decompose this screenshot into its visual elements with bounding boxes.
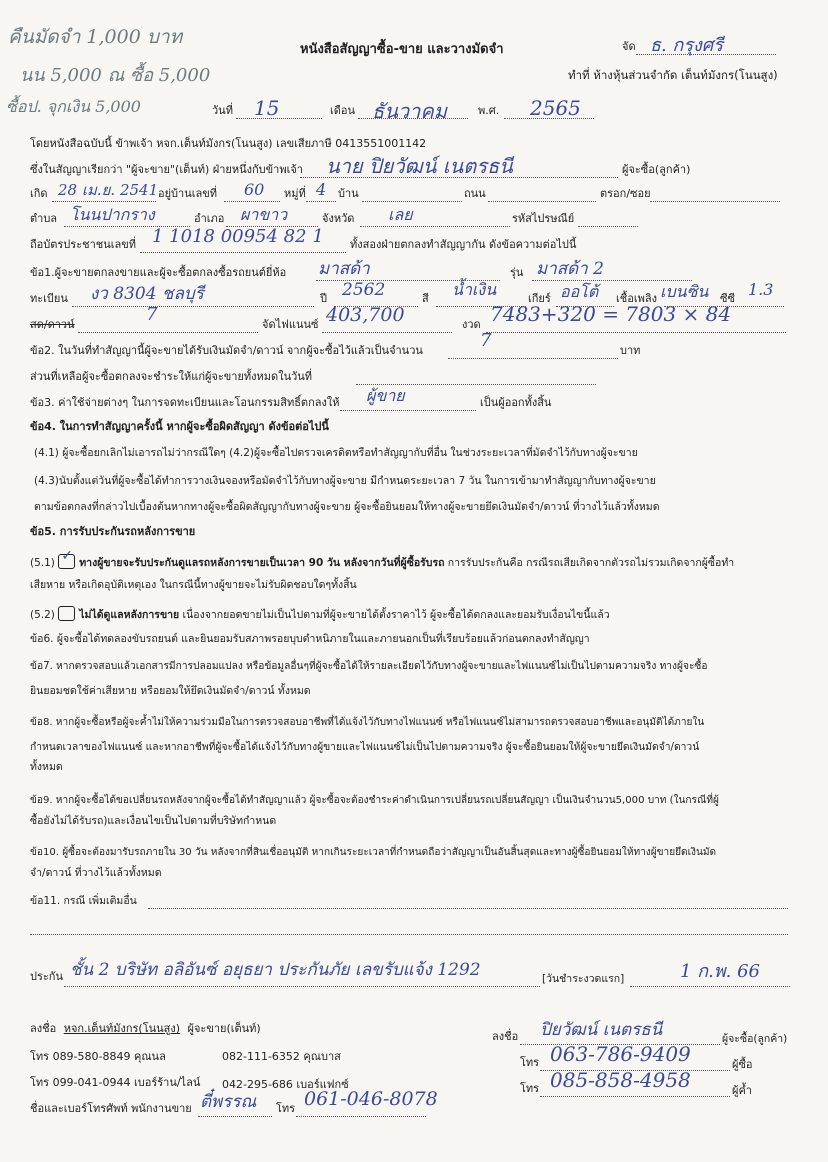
postal-label: รหัสไปรษณีย์ (512, 212, 575, 225)
clause2-line2: ส่วนที่เหลือผู้จะซื้อตกลงจะชำระให้แก่ผู้จะขายทั้งหมดในวันที่ (30, 370, 313, 383)
clause5-p1 (30, 548, 735, 570)
reg-label: ทะเบียน (30, 292, 68, 305)
house-value: 60 (244, 180, 265, 199)
moo-value: 4 (316, 180, 327, 199)
id-label: ถือบัตรประชาชนเลขที่ (30, 238, 136, 251)
at-label: จัด (622, 40, 636, 53)
seller-sign-block (30, 1022, 261, 1036)
year-value: 2565 (530, 96, 581, 120)
seller-tel2b: 042-295-686 เบอร์แฟกซ์ (222, 1078, 349, 1091)
year-model-value: 2562 (342, 280, 386, 300)
clause5-p1-num: (5.1) (30, 557, 55, 569)
clause10-a: ข้อ10. ผู้ซื้อจะต้องมารับรถภายใน 30 วัน หลังจากที่สินเชื่ออนุมัติ หากเกินระยะเวลาที่กำหนดถือว่าสัญญาเป็นอันสิ้นสุดและทางผู้ซื้อยินยอมให้ทางผู้ขายยึดเงินมัด (30, 847, 717, 858)
gear-value: ออโต้ (560, 282, 599, 301)
buyer-tel2-label: โทร (520, 1082, 540, 1095)
color-value: น้ำเงิน (452, 280, 497, 299)
clause2-unit: บาท (620, 344, 641, 357)
cc-label: ซีซี (720, 292, 735, 305)
clause6: ข้อ6. ผู้จะซื้อได้ทดลองขับรถยนต์ และยินยอมรับสภาพรอยบุบตำหนิภายในและภายนอกเป็นที่เรียบร้อยแล้วก่อนตกลงทำสัญญา (30, 633, 590, 645)
year-model-label: ปี (320, 292, 327, 305)
clause1-brand: มาสด้า (318, 259, 370, 279)
color-label: สี (422, 292, 429, 305)
staff-name: ตี๋พรรณ (200, 1092, 257, 1112)
clause7-a: ข้อ7. หากตรวจสอบแล้วเอกสารมีการปลอมแปลง หรือข้อมูลอื่นๆที่ผู้จะซื้อได้ให้รายละเอียดไว้กับทางผู้จะขายและไฟแนนซ์ไม่เป็นไปตามความจริง ทางผู้จะซื้อ (30, 661, 708, 672)
clause8-b: กำหนดเวลาของไฟแนนซ์ และหากอาชีพที่ผู้จะซื้อได้แจ้งไว้กับทางผู้ขายและไฟแนนซ์ไม่เป็นไปตามความจริง ผู้จะซื้อยินยอมให้ผู้จะขายยึดเงินมัดจำ/ดาวน์ (30, 741, 700, 753)
clause5-p2-rest: เนื่องจากยอดขายไม่เป็นไปตามที่ผู้จะขายได้ตั้งราคาไว้ ผู้จะซื้อได้ตกลงและยอมรับเงื่อนไขนี้แล้ว (179, 609, 610, 621)
staff-tel: 061-046-8078 (304, 1088, 438, 1110)
intro-line2: ซึ่งในสัญญาเรียกว่า "ผู้จะขาย"(เต็นท์) ฝ่ายหนึ่งกับข้าพเจ้า (30, 163, 303, 176)
installment-value: 7483+320 = 7803 × 84 (490, 302, 732, 326)
model-label: รุ่น (510, 266, 524, 279)
contract-place: ทำที่ ห้างหุ้นส่วนจำกัด เต็นท์มังกร(โนนสูง) (568, 68, 778, 82)
clause10-b: จำ/ดาวน์ ที่วางไว้แล้วทั้งหมด (30, 867, 162, 879)
year-label: พ.ศ. (478, 104, 500, 117)
finance-value: 403,700 (326, 304, 405, 326)
month-label: เดือน (330, 104, 356, 117)
seller-tel2: โทร 099-041-0944 เบอร์ร้าน/ไลน์ (30, 1076, 201, 1089)
model-value: มาสด้า 2 (536, 259, 604, 279)
insurance-label: ประกัน (30, 970, 63, 983)
clause3-party: ผู้ขาย (366, 386, 405, 405)
tambon-label: ตำบล (30, 212, 58, 225)
date-value: 15 (254, 96, 280, 120)
tambon-value: โนนปากราง (70, 205, 155, 224)
clause5-p2 (30, 606, 610, 622)
province-value: เลย (388, 205, 413, 224)
clause7-b: ยินยอมชดใช้ค่าเสียหาย หรือยอมให้ยึดเงินมัดจำ/ดาวน์ ทั้งหมด (30, 685, 311, 697)
clause4-p1: (4.1) ผู้จะซื้อยกเลิกไม่เอารถไม่ว่ากรณีใดๆ (4.2)ผู้จะซื้อไปตรวจเครดิตหรือทำสัญญากับที่อื่น ในช่วงระยะเวลาที่มัดจำไว้กับทางผู้จะขาย (34, 447, 638, 459)
staff-tel-label: โทร (276, 1102, 296, 1115)
seller-sign-label: ลงชื่อ (30, 1022, 57, 1035)
buyer-signature: ปิยวัฒน์ เนตรธนี (540, 1020, 663, 1040)
at-value: ธ. กรุงศรี (650, 35, 723, 56)
id-post-text: ทั้งสองฝ่ายตกลงทำสัญญากัน ดังข้อความต่อไปนี้ (350, 238, 577, 251)
corner-note-extra: ซื้อป. จุกเงิน 5,000 (6, 97, 141, 116)
alley-label: ตรอก/ซอย (600, 187, 651, 200)
clause5-p1-rest: การรับประกันคือ กรณีรถเสียเกิดจากตัวรถไม่รวมเกิดจากผู้ซื้อทำ (444, 557, 735, 569)
clause8-a: ข้อ8. หากผู้จะซื้อหรือผู้จะค้ำไม่ให้ความร่วมมือในการตรวจสอบอาชีพที่ได้แจ้งไว้กับทางไฟแนนซ์ หรือไฟแนนซ์ไม่สามารถตรวจสอบอาชีพและอนุมัติได้ภายใน (30, 717, 705, 728)
date-label: วันที่ (212, 104, 233, 117)
road-label: ถนน (464, 187, 486, 200)
clause2-line1: ข้อ2. ในวันที่ทำสัญญานี้ผู้จะขายได้รับเงินมัดจำ/ดาวน์ จากผู้จะซื้อไว้แล้วเป็นจำนวน (30, 344, 423, 357)
clause3-post: เป็นผู้ออกทั้งสิ้น (480, 396, 552, 409)
staff-label: ชื่อและเบอร์โทรศัพท์ พนักงานขาย (30, 1102, 192, 1115)
contract-title: หนังสือสัญญาซื้อ-ขาย และวางมัดจำ (300, 42, 504, 57)
installment-label: งวด (462, 318, 481, 331)
buyer-sign-label: ลงชื่อ (492, 1030, 519, 1043)
buyer-tel2: 085-858-4958 (550, 1068, 691, 1092)
born-value: 28 เม.ย. 2541 (58, 181, 159, 199)
seller-role: ผู้จะขาย(เต็นท์) (187, 1022, 261, 1035)
clause1-text: ข้อ1.ผู้จะขายตกลงขายและผู้จะซื้อตกลงซื้อรถยนต์ยี่ห้อ (30, 266, 287, 279)
amphoe-label: อำเภอ (194, 212, 225, 225)
finance-label: จัดไฟแนนซ์ (262, 318, 319, 331)
province-label: จังหวัด (322, 212, 355, 225)
buyer-tel1: 063-786-9409 (550, 1042, 691, 1066)
clause5-p1b: เสียหาย หรือเกิดอุบัติเหตุเอง ในกรณีนี้ทางผู้ขายจะไม่รับผิดชอบใดๆทั้งสิ้น (30, 579, 357, 591)
gear-label: เกียร์ (528, 292, 551, 305)
clause5-p1-bold: ทางผู้ขายจะรับประกันดูแลรถหลังการขายเป็นเวลา 90 วัน หลังจากวันที่ผู้ซื้อรับรถ (79, 557, 445, 569)
cc-value: 1.3 (748, 280, 774, 299)
clause3-text: ข้อ3. ค่าใช้จ่ายต่างๆ ในการจดทะเบียนและโอนกรรมสิทธิ์ตกลงให้ (30, 396, 340, 409)
amphoe-value: ผาขาว (240, 205, 288, 224)
seller-name: หจก.เต็นท์มังกร(โนนสูง) (63, 1022, 181, 1035)
clause5-title: ข้อ5. การรับประกันรถหลังการขาย (30, 525, 196, 538)
buyer-tel1-label: โทร (520, 1056, 540, 1069)
clause11: ข้อ11. กรณี เพิ่มเติมอื่น (30, 895, 137, 907)
id-value: 1 1018 00954 82 1 (152, 226, 324, 247)
first-due-label: [วันชำระงวดแรก] (542, 973, 625, 985)
month-value: ธันวาคม (372, 99, 447, 123)
village-label: บ้าน (338, 187, 359, 200)
buyer-label: ผู้จะซื้อ(ลูกค้า) (622, 163, 691, 176)
insurance-value: ชั้น 2 บริษัท อลิอันซ์ อยุธยา ประกันภัย เลขรับแจ้ง 1292 (70, 960, 481, 980)
buyer-sign-role: ผู้จะซื้อ(ลูกค้า) (722, 1033, 788, 1045)
clause4-p3a: (4.3)นับตั้งแต่วันที่ผู้จะซื้อได้ทำการวางเงินจองหรือมัดจำไว้กับทางผู้จะขาย มีกำหนดระยะเวลา 7 วัน ในการเข้ามาทำสัญญากับทางผู้จะขาย (34, 475, 656, 487)
buyer-tel2-role: ผู้ค้ำ (732, 1084, 752, 1097)
first-due-value: 1 ก.พ. 66 (680, 961, 761, 982)
clause5-p2-bold: ไม่ได้ดูแลหลังการขาย (79, 609, 180, 621)
clause9-b: ซื้อยังไม่ได้รับรถ)และเงื่อนไขเป็นไปตามที่บริษัทกำหนด (30, 815, 277, 827)
moo-label: หมู่ที่ (284, 187, 306, 200)
reg-value: งว 8304 ชลบุรี (90, 284, 204, 304)
born-label: เกิด (30, 187, 48, 200)
clause4-title: ข้อ4. ในการทำสัญญาครั้งนี้ หากผู้จะซื้อผิดสัญญา ดังข้อต่อไปนี้ (30, 420, 329, 433)
clause4-p3b: ตามข้อตกลงที่กล่าวไปเบื้องต้นหากทางผู้จะซื้อผิดสัญญากับทางผู้จะขาย ผู้จะซื้อยินยอมให้ทางผู้จะขายยึดเงินมัดจำ/ดาวน์ ที่วางไว้แล้วทั้งหมด (34, 501, 660, 513)
clause9-a: ข้อ9. หากผู้จะซื้อได้ขอเปลี่ยนรถหลังจากผู้จะซื้อได้ทำสัญญาแล้ว ผู้จะซื้อจะต้องชำระค่าดำเนินการเปลี่ยนรถเปลี่ยนสัญญา เป็นเงินจำนวน5,000 บาท (ในกรณีที่ผู้ (30, 795, 719, 806)
fuel-value: เบนซิน (660, 282, 709, 301)
clause2-amount: 7 (480, 330, 492, 351)
no-warranty-checkbox[interactable] (58, 606, 75, 621)
fuel-label: เชื้อเพลิง (616, 292, 657, 305)
down-value: 7 (146, 304, 158, 325)
buyer-tel1-role: ผู้ซื้อ (732, 1058, 753, 1071)
seller-tel1b: 082-111-6352 คุณบาส (222, 1050, 341, 1063)
seller-tel1: โทร 089-580-8849 คุณนล (30, 1050, 166, 1063)
check-mark-icon: ✓ (61, 548, 73, 564)
clause5-p2-num: (5.2) (30, 609, 55, 621)
warranty-90-checkbox[interactable] (58, 548, 75, 569)
corner-note-deposit-return: คืนมัดจำ 1,000 บาท (8, 26, 183, 48)
clause8-c: ทั้งหมด (30, 761, 63, 773)
down-label: สด/ดาวน์ (30, 318, 75, 331)
intro-line1: โดยหนังสือฉบับนี้ ข้าพเจ้า หจก.เต็นท์มังกร(โนนสูง) เลขเสียภาษี 0413551001142 (30, 137, 427, 150)
corner-note-amounts: นน 5,000 ณ ซื้อ 5,000 (20, 65, 211, 86)
house-label: อยู่บ้านเลขที่ (158, 187, 218, 200)
buyer-name-value: นาย ปิยวัฒน์ เนตรธนี (326, 154, 513, 178)
